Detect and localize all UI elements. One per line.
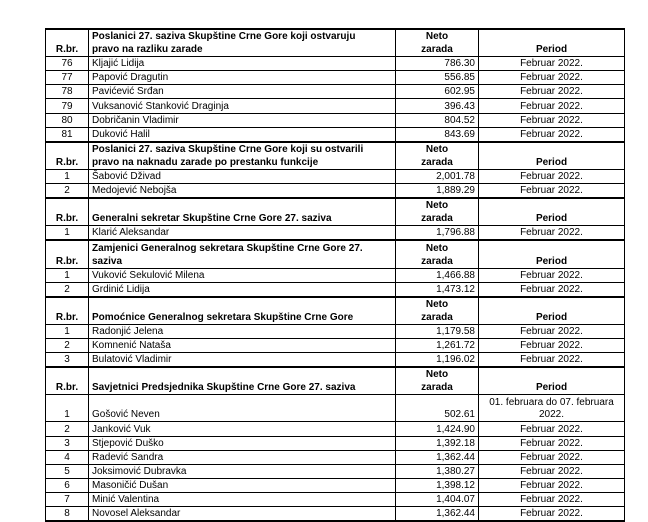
net-salary: 1,404.07	[396, 492, 479, 506]
row-number: 8	[46, 507, 89, 522]
section-title-line-1: Poslanici 27. saziva Skupštine Crne Gore koji ostvaruju	[89, 29, 396, 43]
period: Februar 2022.	[479, 85, 625, 99]
period: 01. februara do 07. februara 2022.	[479, 395, 625, 422]
period: Februar 2022.	[479, 282, 625, 297]
period: Februar 2022.	[479, 422, 625, 436]
column-header-neto: Neto	[396, 297, 479, 311]
section-title-line-2: Generalni sekretar Skupštine Crne Gore 27. saziva	[89, 212, 396, 226]
section-title-line-2: saziva	[89, 255, 396, 269]
row-number: 3	[46, 436, 89, 450]
table-row	[46, 71, 625, 85]
table-row	[46, 57, 625, 71]
section-title-line-2: Savjetnici Predsjednika Skupštine Crne Gore 27. saziva	[89, 381, 396, 395]
section-title-line-1	[89, 198, 396, 212]
empty-cell	[46, 198, 89, 212]
column-header-rbr: R.br.	[46, 43, 89, 57]
net-salary: 1,196.02	[396, 353, 479, 368]
column-header-period: Period	[479, 381, 625, 395]
column-header-zarada: zarada	[396, 255, 479, 269]
column-header-period: Period	[479, 311, 625, 325]
net-salary: 1,889.29	[396, 184, 479, 199]
person-name: Papović Dragutin	[89, 71, 396, 85]
section-title-line-1: Poslanici 27. saziva Skupštine Crne Gore koji su ostvarili	[89, 142, 396, 156]
section-title-line-2: pravo na razliku zarade	[89, 43, 396, 57]
column-header-neto: Neto	[396, 198, 479, 212]
table-row	[46, 169, 625, 183]
period: Februar 2022.	[479, 57, 625, 71]
column-header-zarada: zarada	[396, 212, 479, 226]
column-header-rbr: R.br.	[46, 212, 89, 226]
row-number: 4	[46, 450, 89, 464]
section-header-row-1	[46, 198, 625, 212]
net-salary: 2,001.78	[396, 169, 479, 183]
salary-table	[45, 28, 625, 522]
row-number: 78	[46, 85, 89, 99]
table-row	[46, 127, 625, 142]
person-name: Bulatović Vladimir	[89, 353, 396, 368]
period: Februar 2022.	[479, 99, 625, 113]
person-name: Minić Valentina	[89, 492, 396, 506]
row-number: 2	[46, 339, 89, 353]
net-salary: 602.95	[396, 85, 479, 99]
row-number: 3	[46, 353, 89, 368]
row-number: 1	[46, 395, 89, 422]
person-name: Joksimović Dubravka	[89, 464, 396, 478]
person-name: Radević Sandra	[89, 450, 396, 464]
person-name: Dobričanin Vladimir	[89, 113, 396, 127]
net-salary: 1,261.72	[396, 339, 479, 353]
empty-cell	[46, 240, 89, 254]
person-name: Stjepović Duško	[89, 436, 396, 450]
net-salary: 1,392.18	[396, 436, 479, 450]
column-header-zarada: zarada	[396, 381, 479, 395]
net-salary: 1,362.44	[396, 507, 479, 522]
person-name: Kljajić Lidija	[89, 57, 396, 71]
empty-cell	[46, 142, 89, 156]
row-number: 77	[46, 71, 89, 85]
person-name: Vuksanović Stanković Draginja	[89, 99, 396, 113]
row-number: 76	[46, 57, 89, 71]
table-row	[46, 464, 625, 478]
section-header-row-2	[46, 311, 625, 325]
section-header-row-1	[46, 297, 625, 311]
empty-cell	[479, 142, 625, 156]
column-header-period: Period	[479, 255, 625, 269]
empty-cell	[46, 29, 89, 43]
period: Februar 2022.	[479, 436, 625, 450]
section-title-line-1: Zamjenici Generalnog sekretara Skupštine Crne Gore 27.	[89, 240, 396, 254]
period: Februar 2022.	[479, 464, 625, 478]
table-row	[46, 339, 625, 353]
section-header-row-1	[46, 367, 625, 381]
period: Februar 2022.	[479, 492, 625, 506]
period: Februar 2022.	[479, 184, 625, 199]
row-number: 2	[46, 422, 89, 436]
section-title-line-1	[89, 367, 396, 381]
table-row	[46, 99, 625, 113]
person-name: Komnenić Nataša	[89, 339, 396, 353]
section-title-line-2: pravo na naknadu zarade po prestanku funkcije	[89, 156, 396, 170]
column-header-period: Period	[479, 156, 625, 170]
period: Februar 2022.	[479, 127, 625, 142]
person-name: Janković Vuk	[89, 422, 396, 436]
section-header-row-2	[46, 212, 625, 226]
section-header-row-2	[46, 156, 625, 170]
section-header-row-2	[46, 43, 625, 57]
empty-cell	[479, 29, 625, 43]
empty-cell	[479, 297, 625, 311]
column-header-neto: Neto	[396, 367, 479, 381]
column-header-rbr: R.br.	[46, 156, 89, 170]
column-header-neto: Neto	[396, 240, 479, 254]
person-name: Medojević Nebojša	[89, 184, 396, 199]
period: Februar 2022.	[479, 478, 625, 492]
section-header-row-1	[46, 29, 625, 43]
empty-cell	[479, 198, 625, 212]
table-row	[46, 395, 625, 422]
empty-cell	[46, 367, 89, 381]
net-salary: 1,179.58	[396, 324, 479, 338]
net-salary: 1,473.12	[396, 282, 479, 297]
table-row	[46, 450, 625, 464]
table-row	[46, 226, 625, 241]
period: Februar 2022.	[479, 507, 625, 522]
net-salary: 396.43	[396, 99, 479, 113]
person-name: Radonjić Jelena	[89, 324, 396, 338]
row-number: 1	[46, 169, 89, 183]
table-row	[46, 492, 625, 506]
column-header-neto: Neto	[396, 29, 479, 43]
column-header-neto: Neto	[396, 142, 479, 156]
net-salary: 1,362.44	[396, 450, 479, 464]
person-name: Grdinić Lidija	[89, 282, 396, 297]
net-salary: 843.69	[396, 127, 479, 142]
column-header-zarada: zarada	[396, 43, 479, 57]
net-salary: 1,380.27	[396, 464, 479, 478]
net-salary: 1,398.12	[396, 478, 479, 492]
period: Februar 2022.	[479, 169, 625, 183]
period: Februar 2022.	[479, 268, 625, 282]
period: Februar 2022.	[479, 113, 625, 127]
column-header-zarada: zarada	[396, 156, 479, 170]
table-row	[46, 85, 625, 99]
person-name: Šabović Dživad	[89, 169, 396, 183]
net-salary: 556.85	[396, 71, 479, 85]
empty-cell	[479, 240, 625, 254]
row-number: 1	[46, 268, 89, 282]
person-name: Klarić Aleksandar	[89, 226, 396, 241]
table-row	[46, 436, 625, 450]
row-number: 80	[46, 113, 89, 127]
person-name: Vuković Sekulović Milena	[89, 268, 396, 282]
period: Februar 2022.	[479, 226, 625, 241]
table-row	[46, 422, 625, 436]
column-header-period: Period	[479, 212, 625, 226]
section-header-row-2	[46, 255, 625, 269]
person-name: Gošović Neven	[89, 395, 396, 422]
period: Februar 2022.	[479, 71, 625, 85]
section-header-row-1	[46, 240, 625, 254]
net-salary: 1,424.90	[396, 422, 479, 436]
row-number: 81	[46, 127, 89, 142]
column-header-rbr: R.br.	[46, 311, 89, 325]
row-number: 2	[46, 184, 89, 199]
table-row	[46, 268, 625, 282]
table-row	[46, 478, 625, 492]
table-row	[46, 353, 625, 368]
column-header-period: Period	[479, 43, 625, 57]
section-title-line-2: Pomoćnice Generalnog sekretara Skupštine Crne Gore	[89, 311, 396, 325]
row-number: 2	[46, 282, 89, 297]
column-header-zarada: zarada	[396, 311, 479, 325]
period: Februar 2022.	[479, 339, 625, 353]
table-row	[46, 113, 625, 127]
period: Februar 2022.	[479, 324, 625, 338]
empty-cell	[46, 297, 89, 311]
net-salary: 1,466.88	[396, 268, 479, 282]
table-row	[46, 282, 625, 297]
row-number: 1	[46, 226, 89, 241]
person-name: Novosel Aleksandar	[89, 507, 396, 522]
row-number: 79	[46, 99, 89, 113]
empty-cell	[479, 367, 625, 381]
net-salary: 1,796.88	[396, 226, 479, 241]
person-name: Duković Halil	[89, 127, 396, 142]
row-number: 1	[46, 324, 89, 338]
row-number: 6	[46, 478, 89, 492]
table-row	[46, 324, 625, 338]
period: Februar 2022.	[479, 353, 625, 368]
column-header-rbr: R.br.	[46, 381, 89, 395]
row-number: 5	[46, 464, 89, 478]
section-header-row-1	[46, 142, 625, 156]
period: Februar 2022.	[479, 450, 625, 464]
section-header-row-2	[46, 381, 625, 395]
row-number: 7	[46, 492, 89, 506]
column-header-rbr: R.br.	[46, 255, 89, 269]
section-title-line-1	[89, 297, 396, 311]
net-salary: 502.61	[396, 395, 479, 422]
net-salary: 786.30	[396, 57, 479, 71]
person-name: Masoničić Dušan	[89, 478, 396, 492]
table-row	[46, 184, 625, 199]
person-name: Pavićević Srđan	[89, 85, 396, 99]
net-salary: 804.52	[396, 113, 479, 127]
